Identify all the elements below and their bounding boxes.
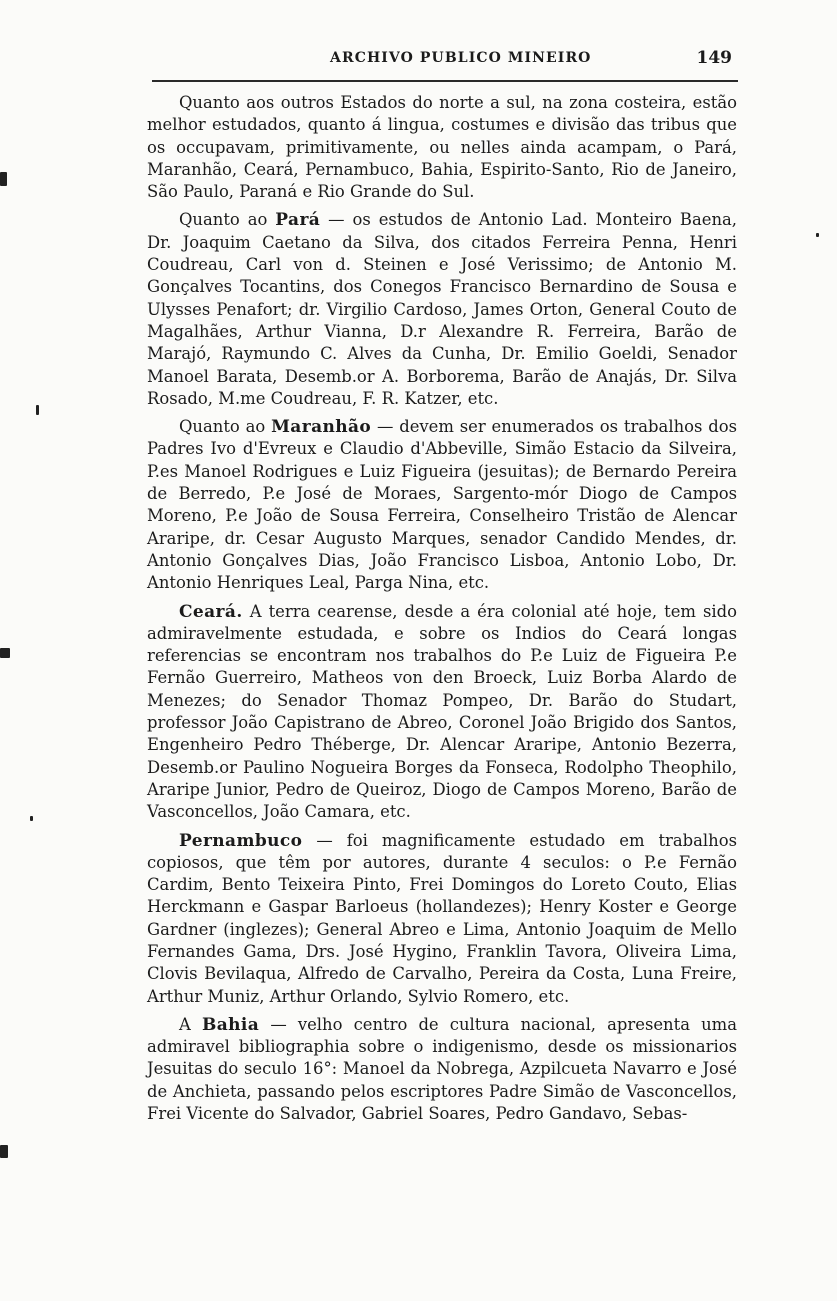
- state-heading-maranhao: Maranhão: [271, 417, 372, 438]
- paragraph-text: A terra cearense, desde a éra colonial até hoje, tem sido admiravelmente estudada, e sobre os Indios do Ceará longas referencias se encontram nos trabalhos do P.e Luiz de Figueira P.e Fernão Guerreiro, Matheos von den Broeck, Luiz Borba Alardo de Menezes; do Senador Thomaz Pompeo, Dr. Barão do Studart, professor João Capistrano de Abreo, Coronel João Brigido dos Santos, Engenheiro Pedro Théberge, Dr. Alencar Araripe, Antonio Bezerra, Desemb.or Paulino Nogueira Borges da Fonseca, Rodolpho Theophilo, Araripe Junior, Pedro de Queiroz, Diogo de Campos Moreno, Barão de Vasconcellos, João Camara, etc.: [147, 601, 737, 822]
- paragraph-lead: Quanto ao: [179, 417, 272, 437]
- paragraph-bahia: [147, 1014, 737, 1125]
- paragraph-pernambuco: [147, 830, 737, 1008]
- paragraph-text: — devem ser enumerados os trabalhos dos Padres Ivo d'Evreux e Claudio d'Abbeville, Simão Estacio da Silveira, P.es Manoel Rodrigues e Luiz Figueira (jesuitas); de Bernardo Pereira de Berredo, P.e José de Moraes, Sargento-mór Diogo de Campos Moreno, P.e João de Sousa Ferreira, Conselheiro Tristão de Alencar Araripe, dr. Cesar Augusto Marques, senador Candido Mendes, dr. Antonio Gonçalves Dias, João Francisco Lisboa, Antonio Lobo, Dr. Antonio Henriques Leal, Parga Nina, etc.: [147, 417, 737, 593]
- page-header: [150, 46, 738, 76]
- paragraph-text: — velho centro de cultura nacional, apresenta uma admiravel bibliographia sobre o indigenismo, desde os missionarios Jesuitas do seculo 16°: Manoel da Nobrega, Azpilcueta Navarro e José de Anchieta, passando pelos escriptores Padre Simão de Vasconcellos, Frei Vicente do Salvador, Gabriel Soares, Pedro Gandavo, Sebas-: [147, 1014, 737, 1124]
- paragraph-ceara: [147, 601, 737, 824]
- scan-speck: [30, 816, 33, 821]
- page-number: 149: [696, 48, 732, 68]
- state-heading-bahia: Bahia: [201, 1014, 260, 1035]
- state-heading-ceara: Ceará.: [179, 601, 243, 622]
- paragraph-lead: Quanto ao: [179, 210, 276, 230]
- scan-speck: [816, 233, 819, 237]
- state-heading-para: Pará: [275, 210, 321, 231]
- paragraph-text: — foi magnificamente estudado em trabalhos copiosos, que têm por autores, durante 4 seculos: o P.e Fernão Cardim, Bento Teixeira Pinto, Frei Domingos do Loreto Couto, Elias Herckmann e Gaspar Barloeus (hollandezes); Henry Koster e George Gardner (inglezes); General Abreo e Lima, Antonio Joaquim de Mello Fernandes Gama, Drs. José Hygino, Franklin Tavora, Oliveira Lima, Clovis Bevilaqua, Alfredo de Carvalho, Pereira da Costa, Luna Freire, Arthur Muniz, Arthur Orlando, Sylvio Romero, etc.: [147, 830, 737, 1006]
- scan-speck: [0, 648, 10, 658]
- paragraph-text: — os estudos de Antonio Lad. Monteiro Baena, Dr. Joaquim Caetano da Silva, dos citados Ferreira Penna, Henri Coudreau, Carl von d. Steinen e José Verissimo; de Antonio M. Gonçalves Tocantins, dos Conegos Francisco Bernardino de Sousa e Ulysses Penafort; dr. Virgilio Cardoso, James Orton, General Couto de Magalhães, Arthur Vianna, D.r Alexandre R. Ferreira, Barão de Marajó, Raymundo C. Alves da Cunha, Dr. Emilio Goeldi, Senador Manoel Barata, Desemb.or A. Borborema, Barão de Anajás, Dr. Silva Rosado, M.me Coudreau, F. R. Katzer, etc.: [147, 210, 737, 408]
- paragraph-text: Quanto aos outros Estados do norte a sul, na zona costeira, estão melhor estudados, quanto á lingua, costumes e divisão das tribus que os occupavam, primitivamente, ou nelles ainda acampam, o Pará, Maranhão, Ceará, Pernambuco, Bahia, Espirito-Santo, Rio de Janeiro, São Paulo, Paraná e Rio Grande do Sul.: [147, 93, 737, 202]
- paragraph-intro-states: [147, 92, 737, 203]
- scan-speck: [0, 172, 7, 186]
- body-text: [147, 92, 737, 1131]
- paragraph-para: [147, 209, 737, 410]
- header-rule: [152, 80, 738, 82]
- state-heading-pernambuco: Pernambuco: [179, 830, 303, 851]
- scan-speck: [0, 1145, 8, 1158]
- scan-speck: [36, 405, 39, 415]
- paragraph-lead: A: [179, 1014, 202, 1034]
- paragraph-maranhao: [147, 416, 737, 594]
- running-title: ARCHIVO PUBLICO MINEIRO: [330, 50, 592, 66]
